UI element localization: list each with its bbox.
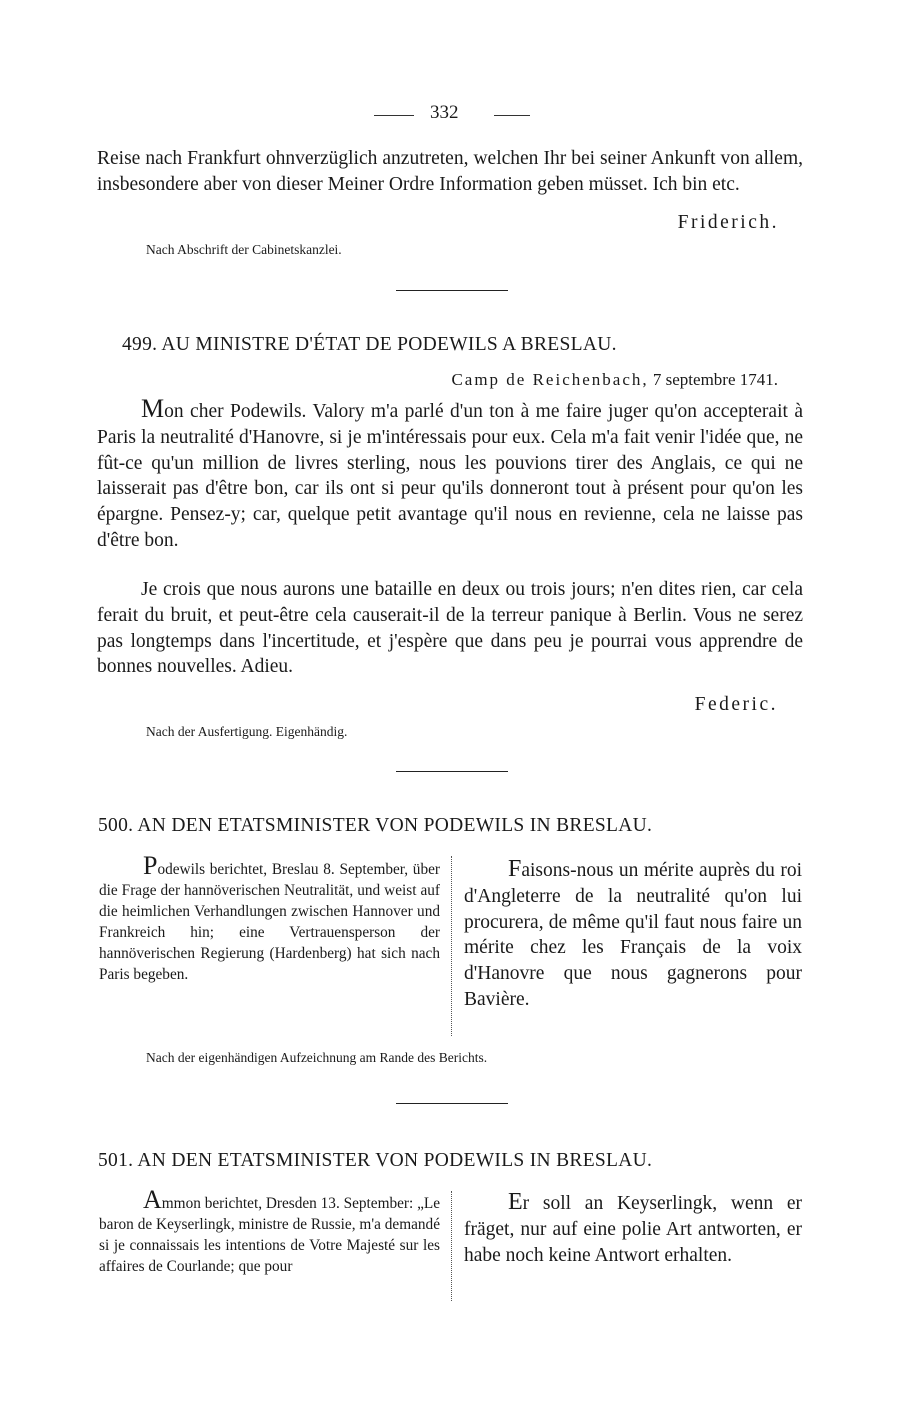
reply-text: r soll an Keyserlingk, wenn er fräget, nur auf eine polie Art antworten, er habe noch keine Antwort erhalten. bbox=[464, 1193, 802, 1266]
source-note: Nach Abschrift der Cabinetskanzlei. bbox=[146, 242, 342, 257]
header-dash-right bbox=[494, 115, 530, 116]
column-divider bbox=[451, 856, 452, 1036]
section-rule bbox=[396, 290, 508, 291]
initial-letter: F bbox=[508, 856, 522, 882]
letter-499-paragraph-2: Je crois que nous aurons une bataille en deux ou trois jours; n'en dites rien, car cela ferait du bruit, et peut-être cela causerait-il de la terreur panique à Berlin. Vous ne serez pas longtemps dans l'incertitude, et j'espère que dans peu je pourrai vous apprendre de bonnes nouvelles. Adieu. bbox=[97, 579, 803, 678]
letter-499-heading: 499. AU MINISTRE D'ÉTAT DE PODEWILS A BRESLAU. bbox=[122, 334, 617, 355]
dateline-date: 7 septembre 1741. bbox=[652, 370, 778, 389]
source-note: Nach der eigenhändigen Aufzeichnung am Rande des Berichts. bbox=[146, 1050, 488, 1065]
letter-499-dateline bbox=[451, 370, 778, 390]
signature-federic: Federic. bbox=[694, 694, 778, 715]
dateline-place: Camp de Reichenbach, bbox=[451, 370, 649, 389]
section-rule bbox=[396, 1103, 508, 1104]
initial-letter: A bbox=[143, 1185, 162, 1214]
letter-501-heading: 501. AN DEN ETATSMINISTER VON PODEWILS IN BRESLAU. bbox=[98, 1150, 653, 1171]
signature-friderich: Friderich. bbox=[677, 212, 779, 233]
continued-paragraph: Reise nach Frankfurt ohnverzüglich anzutreten, welchen Ihr bei seiner Ankunft von allem, insbesondere aber von dieser Meiner Ordre Information geben müsset. Ich bin etc. bbox=[97, 148, 803, 195]
reply-text: aisons-nous un mérite auprès du roi d'Angleterre de la neutralité qu'on lui procurera, de même qu'il faut nous faire un mérite chez les Français de la voix d'Hanovre que nous gagnerons pour Bavière. bbox=[464, 860, 802, 1010]
page-header bbox=[0, 100, 900, 130]
summary-text: mmon berichtet, Dresden 13. September: „Le baron de Keyserlingk, ministre de Russie, m'a demandé si je connaissais les intentions de Votre Majesté sur les affaires de Courlande; que pour bbox=[99, 1195, 441, 1275]
page-number: 332 bbox=[430, 102, 459, 123]
summary-text: odewils berichtet, Breslau 8. September, über die Frage der hannöverischen Neutralität, und weist auf die heimlichen Verhandlungen zwischen Hannover und Frankreich hin; eine Vertrauensperson der hannöverischen Regierung (Hardenberg) hat sich nach Paris begeben. bbox=[99, 861, 440, 983]
letter-500-reply bbox=[464, 857, 802, 1013]
source-note: Nach der Ausfertigung. Eigenhändig. bbox=[146, 724, 348, 739]
column-divider bbox=[451, 1191, 452, 1301]
letter-500-heading: 500. AN DEN ETATSMINISTER VON PODEWILS IN BRESLAU. bbox=[98, 815, 653, 836]
section-rule bbox=[396, 771, 508, 772]
letter-500-summary bbox=[99, 851, 440, 985]
letter-499-paragraph-1 bbox=[97, 396, 803, 554]
paragraph-text: on cher Podewils. Valory m'a parlé d'un ton à me faire juger qu'on accepterait à Paris la neutralité d'Hanovre, si je m'intéressais pour eux. Cela m'a fait venir l'idée que, ne fût-ce qu'un million de livres sterling, nous les pouvions tirer des Anglais, ce qui ne laisserait pas d'être bon, car ils ont si peur qu'ils donneront tout à présent pour qu'on les épargne. Pensez-y; car, quelque petit avantage qu'il nous en revienne, cela ne laisse pas d'être bon. bbox=[97, 401, 803, 551]
header-dash-left bbox=[374, 115, 414, 116]
initial-letter: E bbox=[508, 1189, 523, 1215]
initial-letter: M bbox=[141, 394, 165, 423]
letter-501-reply bbox=[464, 1190, 802, 1268]
initial-letter: P bbox=[143, 851, 158, 880]
letter-501-summary bbox=[99, 1185, 441, 1277]
